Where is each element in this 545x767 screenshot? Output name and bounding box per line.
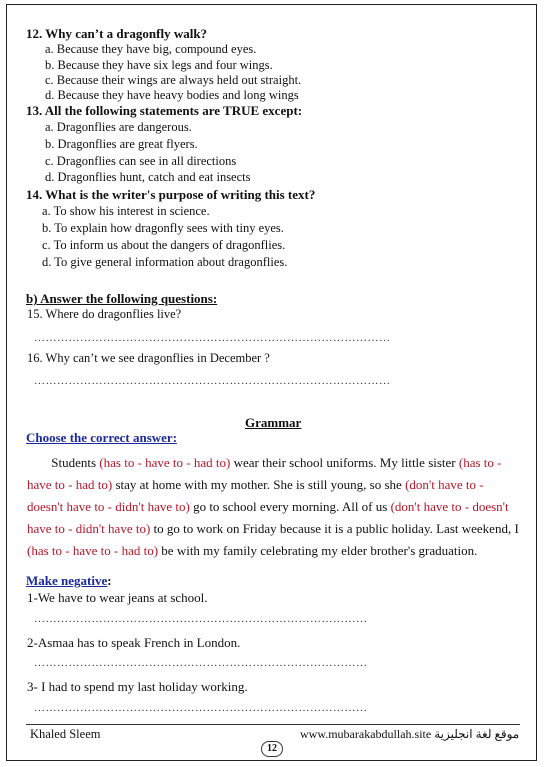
choice-options: (has to - have to - had to) [27, 543, 159, 558]
answer-line-15: ………………………………………………………………………………… [34, 332, 391, 344]
section-b-heading: b) Answer the following questions: [26, 291, 218, 306]
footer-site: www.mubarakabdullah.site موقع لغة انجليزية [300, 727, 520, 741]
negative-item-1: 1-We have to wear jeans at school. [27, 590, 208, 605]
paragraph-text: Students [51, 455, 100, 470]
q13-option-d: d. Dragonflies hunt, catch and eat insects [45, 170, 251, 184]
question-12: 12. Why can’t a dragonfly walk? [26, 26, 208, 41]
choice-options: (has to - have to - had to) [99, 455, 231, 470]
grammar-paragraph [27, 452, 519, 562]
make-negative-colon: : [107, 573, 112, 588]
q14-option-b: b. To explain how dragonfly sees with tiny eyes. [42, 221, 284, 235]
question-16: 16. Why can’t we see dragonflies in December ? [27, 351, 270, 365]
negative-item-3: 3- I had to spend my last holiday working. [27, 679, 248, 694]
choice-options: (don't have to - doesn't have to - didn't have to) [27, 499, 509, 536]
q13-option-c: c. Dragonflies can see in all directions [45, 154, 237, 168]
make-negative-heading: Make negative [26, 573, 108, 588]
question-15: 15. Where do dragonflies live? [27, 307, 182, 321]
q14-option-a: a. To show his interest in science. [42, 204, 210, 218]
choice-options: (don't have to - doesn't have to - didn't have to) [27, 477, 484, 514]
question-13: 13. All the following statements are TRUE except: [26, 103, 303, 118]
q13-option-b: b. Dragonflies are great flyers. [45, 137, 198, 151]
page-number: 12 [261, 741, 283, 757]
paragraph-text: stay at home with my mother. She is still young, so she [112, 477, 406, 492]
answer-line-16: ………………………………………………………………………………… [34, 375, 391, 387]
question-14: 14. What is the writer's purpose of writing this text? [26, 187, 316, 202]
q12-option-a: a. Because they have big, compound eyes. [45, 42, 257, 56]
negative-item-2: 2-Asmaa has to speak French in London. [27, 635, 241, 650]
footer-divider [26, 724, 520, 725]
negative-answer-line-2: …………………………………………………………………………… [34, 657, 368, 669]
q14-option-d: d. To give general information about dragonflies. [42, 255, 288, 269]
q12-option-c: c. Because their wings are always held out straight. [45, 73, 302, 87]
q13-option-a: a. Dragonflies are dangerous. [45, 120, 192, 134]
negative-answer-line-1: …………………………………………………………………………… [34, 613, 368, 625]
grammar-title: Grammar [245, 415, 302, 430]
make-negative-heading-row [26, 573, 112, 589]
paragraph-text: go to school every morning. All of us [189, 499, 391, 514]
q14-option-c: c. To inform us about the dangers of dragonflies. [42, 238, 286, 252]
paragraph-text: wear their school uniforms. My little sister [230, 455, 459, 470]
negative-answer-line-3: …………………………………………………………………………… [34, 702, 368, 714]
choose-answer-heading: Choose the correct answer: [26, 430, 178, 445]
paragraph-text: be with my family celebrating my elder brother's graduation. [158, 543, 478, 558]
q12-option-b: b. Because they have six legs and four wings. [45, 58, 273, 72]
q12-option-d: d. Because they have heavy bodies and long wings [45, 88, 299, 102]
paragraph-text: to go to work on Friday because it is a public holiday. Last weekend, I [150, 521, 519, 536]
choice-options: (has to - have to - had to) [27, 455, 502, 492]
footer-author: Khaled Sleem [30, 727, 101, 741]
